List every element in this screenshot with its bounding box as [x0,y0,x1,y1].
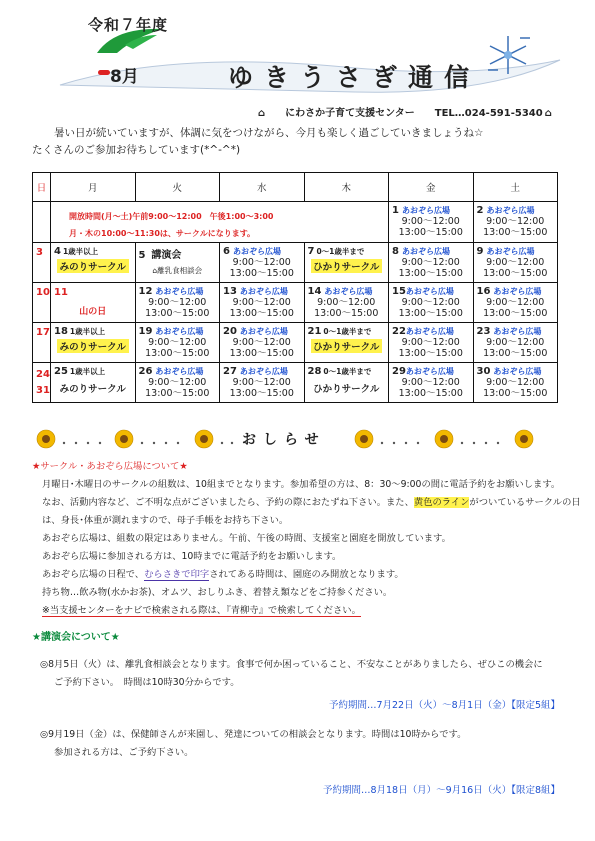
calendar-week [33,243,558,283]
day-cell: 24 31 [33,363,51,403]
day-cell: 30 あおぞら広場 9:00～12:00 13:00～15:00 [473,363,558,403]
day-cell: 19 あおぞら広場 9:00～12:00 13:00～15:00 [135,323,220,363]
day-cell: 29あおぞら広場 9:00～12:00 13:00～15:00 [389,363,474,403]
notice-line: あおぞら広場の日程で、むらさきで印字されてある時間は、園庭のみ開放となります。 [42,569,404,580]
day-cell: 28 0～1歳半まで ひかりサークル [304,363,389,403]
day-cell: 20 あおぞら広場 9:00～12:00 13:00～15:00 [220,323,305,363]
col-thu: 木 [304,173,389,202]
day-cell: 9 あおぞら広場 9:00～12:00 13:00～15:00 [473,243,558,283]
day-cell: 13 あおぞら広場 9:00～12:00 13:00～15:00 [220,283,305,323]
red-dot-icon [98,70,110,75]
day-cell: 15あおぞら広場 9:00～12:00 13:00～15:00 [389,283,474,323]
day-cell: 11 山の日 [51,283,136,323]
notice-line: 持ち物…飲み物(水かお茶)、オムツ、おしりふき、着替え類などをご持参ください。 [42,587,393,598]
day-cell: 8 あおぞら広場 9:00～12:00 13:00～15:00 [389,243,474,283]
day-cell: 6 あおぞら広場 9:00～12:00 13:00～15:00 [220,243,305,283]
day-cell: 12 あおぞら広場 9:00～12:00 13:00～15:00 [135,283,220,323]
day-cell: 22あおぞら広場 9:00～12:00 13:00～15:00 [389,323,474,363]
lecture-1 [40,656,560,715]
circle-heading: ★サークル・あおぞら広場について★ [32,461,188,472]
day-cell: 25 1歳半以上 みのりサークル [51,363,136,403]
lecture-2-line1: ◎9月19日（金）は、保健師さんが来園し、発達についての相談会となります。時間は10時からです。 [40,729,467,740]
calendar-week [33,323,558,363]
lecture-heading: ★講演会について★ [32,632,120,643]
day-cell [33,202,51,243]
day-cell: 27 あおぞら広場 9:00～12:00 13:00～15:00 [220,363,305,403]
intro [32,125,572,159]
day-cell: 2 あおぞら広場 9:00～12:00 13:00～15:00 [473,202,558,243]
notice-line: あおぞら広場は、組数の限定はありません。午前、午後の時間、支援室と園庭を開放しています。 [42,533,451,544]
day-cell: 26 あおぞら広場 9:00～12:00 13:00～15:00 [135,363,220,403]
notice-heading: おしらせ [242,432,326,448]
circle-section [32,458,581,620]
day-cell: 7 0～1歳半まで ひかりサークル [304,243,389,283]
lecture-1-line2: ご予約下さい。 時間は10時30分からです。 [54,677,240,688]
notice-line: なお、活動内容など、ご不明な点がございましたら、予約の際におたずね下さい。また、黄色のラインがついているサークルの日 [42,497,581,508]
newsletter-title: ゆきうさぎ通信 [228,63,481,92]
day-cell: 18 1歳半以上 みのりサークル [51,323,136,363]
navi-note: ※当支援センターをナビで検索される際は、『青柳寺』で検索してください。 [42,605,361,616]
notice-line: 月曜日･木曜日のサークルの組数は、10組までとなります。参加希望の方は、8：30～9:00の間に電話予約をお願いします。 [42,479,561,490]
day-cell: 23 あおぞら広場 9:00～12:00 13:00～15:00 [473,323,558,363]
day-cell: 4 1歳半以上 みのりサークル [51,243,136,283]
day-cell: 5 講演会 ⌂離乳食相談会 [135,243,220,283]
day-cell: 10 [33,283,51,323]
col-fri: 金 [389,173,474,202]
col-sat: 土 [473,173,558,202]
col-tue: 火 [135,173,220,202]
day-cell: 16 あおぞら広場 9:00～12:00 13:00～15:00 [473,283,558,323]
calendar-week [33,283,558,323]
fiscal-year: 令和７年度 [88,16,169,34]
lecture-2 [40,726,560,800]
lecture-2-line2: 参加される方は、ご予約下さい。 [54,747,194,758]
day-cell: 14 あおぞら広場 9:00～12:00 13:00～15:00 [304,283,389,323]
calendar-week [33,202,558,243]
intro-line-2: たくさんのご参加お待ちしています(*^-^*) [32,144,241,156]
org-tel: TEL…024-591-5340 [434,108,543,119]
lecture-2-period: 予約期間…8月18日（月）～9月16日（火）【限定8組】 [322,785,560,796]
day-cell: 3 [33,243,51,283]
day-cell: 21 0～1歳半まで ひかりサークル [304,323,389,363]
calendar-week [33,363,558,403]
org-name: にわさか子育て支援センター [285,108,415,119]
lecture-1-period: 予約期間…7月22日（火）～8月1日（金）【限定5組】 [328,700,560,711]
month-label: 8月 [110,67,139,87]
col-mon: 月 [51,173,136,202]
house-icon: ⌂ [258,108,266,119]
org-line [258,104,552,119]
col-sun: 日 [33,173,51,202]
hours-note: 開放時間(月～土)午前9:00～12:00 午後1:00～3:00 [69,212,274,221]
notice-line: あおぞら広場に参加される方は、10時までに電話予約をお願いします。 [42,551,342,562]
col-wed: 水 [220,173,305,202]
house-icon: ⌂ [152,266,158,275]
snowflake-icon [478,30,538,80]
circle-note: 月・木の10:00～11:30は、サークルになります。 [69,229,256,238]
day-cell: 17 [33,323,51,363]
lecture-1-line1: ◎8月5日（火）は、離乳食相談会となります。食事で何か困っていること、不安なことがありましたら、ぜひこの機会に [40,659,543,670]
intro-line-1: 暑い日が続いていますが、体調に気をつけながら、今月も楽しく過ごしていきましょうね☆ [54,127,484,139]
calendar-header-row [33,173,558,202]
hours-note-cell [51,202,389,243]
house-icon: ⌂ [544,108,552,119]
calendar-table [32,172,558,403]
day-cell: 1 あおぞら広場 9:00～12:00 13:00～15:00 [389,202,474,243]
notice-line: は、身長･体重が測れますので、母子手帳をお持ち下さい。 [42,515,289,526]
